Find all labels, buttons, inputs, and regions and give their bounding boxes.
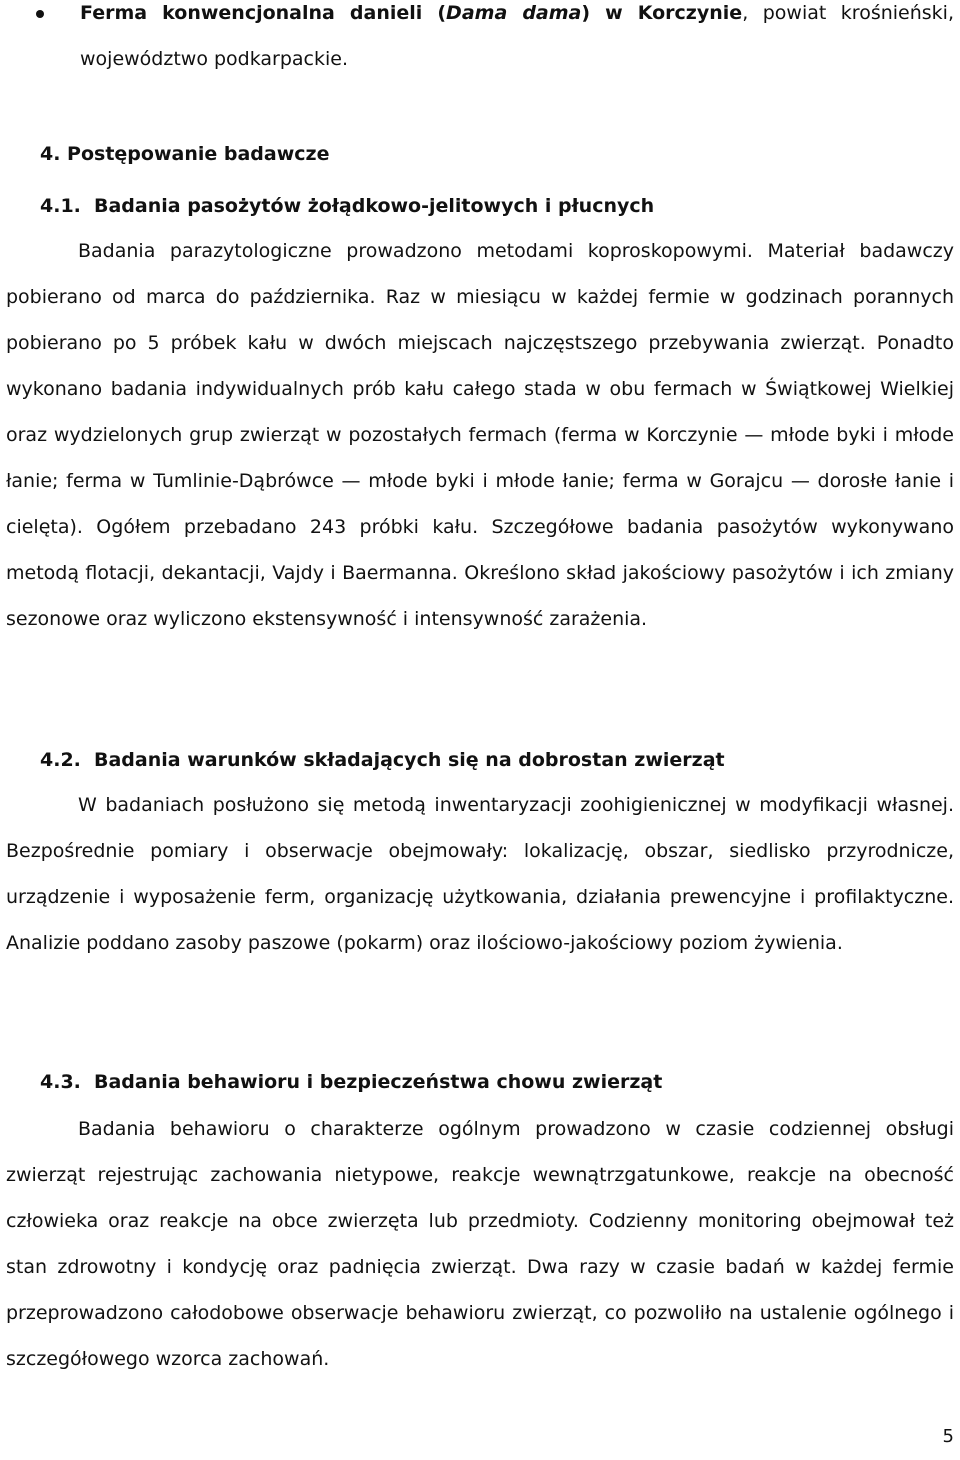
section-4-3-heading [40, 1068, 662, 1096]
section-4-1-paragraph-2: Raz w miesiącu w każdej fermie w godzinach porannych pobierano po 5 próbek kału w dwóch miejscach najczęstszego przebywania zwierząt. Ponadto wykonano badania indywidualnych prób kału całego stada w obu fermach w Świątkowej Wielkiej oraz wydzielonych grup zwierząt w pozostałych fermach (ferma w Korczynie — młode byki i młode łanie; ferma w Tumlinie-Dąbrówce — młode byki i młode łanie; ferma w Gorajcu — dorosłe łanie i cielęta). Ogółem przebadano 243 próbki kału. Szczegółowe badania pasożytów wykonywano metodą flotacji, dekantacji, Vajdy i Baermanna. Określono skład jakościowy pasożytów i ich zmiany sezonowe oraz wyliczono ekstensywność i intensywność zarażenia. [6, 286, 954, 630]
section-4-2-heading [40, 746, 725, 774]
bullet-text [80, 0, 954, 82]
section-4-1-body [6, 228, 954, 642]
farm-location-bold: ) w Korczynie [581, 2, 743, 24]
section-4-2-title: Badania warunków składających się na dobrostan zwierząt [94, 749, 725, 771]
section-4-1-paragraph-1: Badania parazytologiczne prowadzono metodami koproskopowymi. Materiał badawczy pobierano od marca do października. [6, 240, 954, 308]
section-4-1-heading [40, 192, 654, 220]
species-name: Dama dama [446, 2, 582, 24]
section-4-heading: 4. Postępowanie badawcze [40, 143, 330, 165]
section-4-3-number: 4.3. [40, 1071, 81, 1093]
section-4-3-body: Badania behawioru o charakterze ogólnym prowadzono w czasie codziennej obsługi zwierząt rejestrując zachowania nietypowe, reakcje wewnątrzgatunkowe, reakcje na obecność człowieka oraz reakcje na obce zwierzęta lub przedmioty. Codzienny monitoring obejmował też stan zdrowotny i kondycję oraz padnięcia zwierząt. Dwa razy w czasie badań w każdej fermie przeprowadzono całodobowe obserwacje behawioru zwierząt, co pozwoliło na ustalenie ogólnego i szczegółowego wzorca zachowań. [6, 1118, 954, 1370]
section-4-3-title: Badania behawioru i bezpieczeństwa chowu zwierząt [94, 1071, 663, 1093]
bullet-icon [36, 10, 44, 18]
section-4-1-number: 4.1. [40, 195, 81, 217]
section-4-2-body: W badaniach posłużono się metodą inwentaryzacji zoohigienicznej w modyfikacji własnej. Bezpośrednie pomiary i obserwacje obejmowały: lokalizację, obszar, siedlisko przyrodnicze, urządzenie i wyposażenie ferm, organizację użytkowania, działania prewencyjne i profilaktyczne. Analizie poddano zasoby paszowe (pokarm) oraz ilościowo-jakościowy poziom żywienia. [6, 794, 954, 954]
bullet-item [36, 6, 76, 24]
farm-region: , powiat krośnieński, województwo podkarpackie. [80, 2, 954, 70]
section-4-2-number: 4.2. [40, 749, 81, 771]
section-4-1-title: Badania pasożytów żołądkowo-jelitowych i płucnych [94, 195, 655, 217]
page-number: 5 [942, 1426, 954, 1447]
farm-name-bold: Ferma konwencjonalna danieli ( [80, 2, 447, 24]
